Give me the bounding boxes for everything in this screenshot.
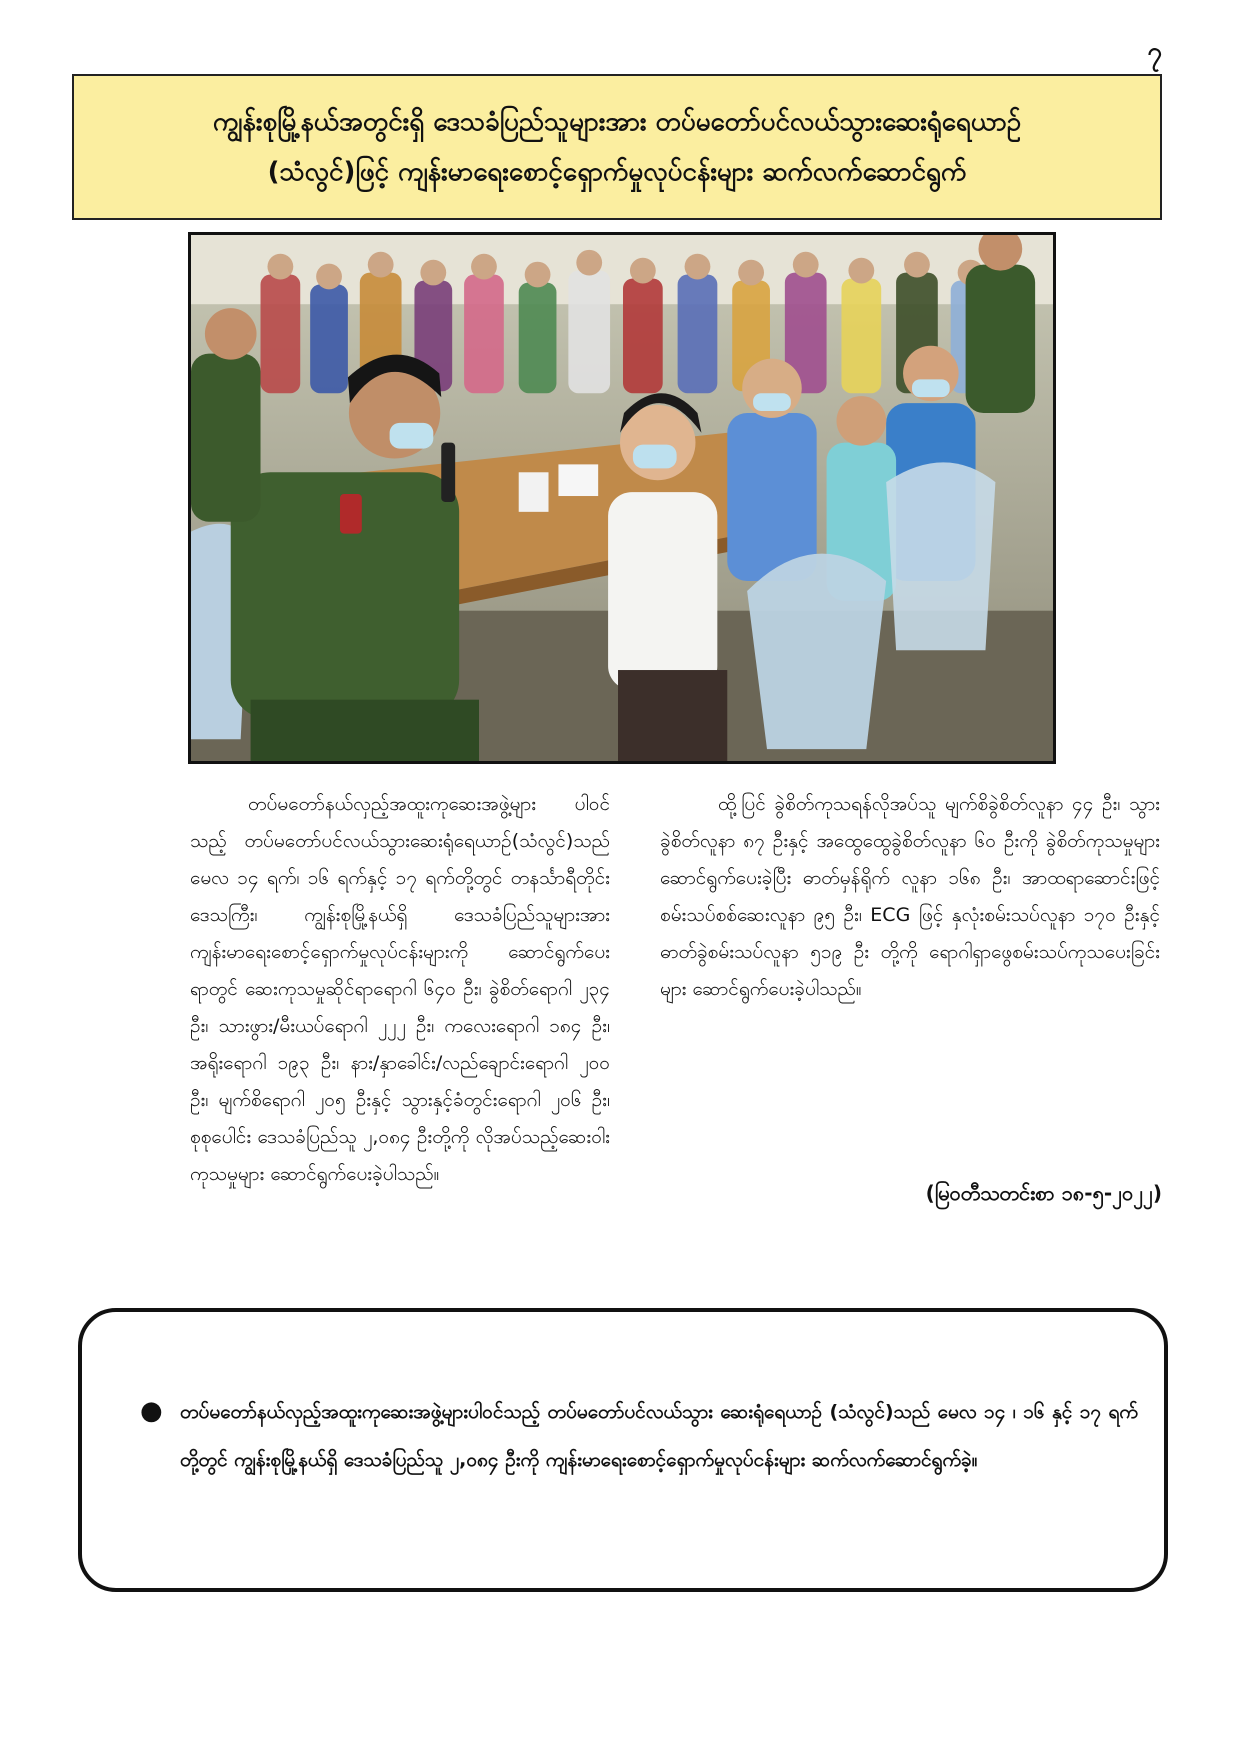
news-source: (မြဝတီသတင်းစာ ၁၈-၅-၂၀၂၂) — [925, 1181, 1162, 1205]
news-photo-illustration — [191, 235, 1053, 761]
bullet-icon: ● — [140, 1396, 163, 1426]
headline-box — [72, 74, 1162, 220]
article-paragraph-right: ထို့ပြင် ခွဲစိတ်ကုသရန်လိုအပ်သူ မျက်စိခွဲစိတ်လူနာ ၄၄ ဦး၊ သွားခွဲစိတ်လူနာ ၈၇ ဦးနှင့် အထွေထွေခွဲစိတ်လူနာ ၆၀ ဦးကို ခွဲစိတ်ကုသမှုများဆောင်ရွက်ပေးခဲ့ပြီး ဓာတ်မှန်ရိုက် လူနာ ၁၆၈ ဦး၊ အာထရာဆောင်းဖြင့် စမ်းသပ်စစ်ဆေးလူနာ ၉၅ ဦး၊ ECG ဖြင့် နှလုံးစမ်းသပ်လူနာ ၁၇၀ ဦးနှင့် ဓာတ်ခွဲစမ်းသပ်လူနာ ၅၁၉ ဦး တို့ကို ရောဂါရှာဖွေစမ်းသပ်ကုသပေးခြင်းများ ဆောင်ရွက်ပေးခဲ့ပါသည်။ — [660, 793, 1160, 1000]
headline-line-1: ကျွန်းစုမြို့နယ်အတွင်းရှိ ဒေသခံပြည်သူများအား တပ်မတော်ပင်လယ်သွားဆေးရုံရေယာဉ် — [212, 107, 1022, 137]
article-column-left — [190, 786, 610, 1193]
article-column-right — [660, 786, 1160, 1008]
page-number: ၇ — [1147, 37, 1162, 67]
headline-line-2: (သံလွင်)ဖြင့် ကျန်းမာရေးစောင့်ရှောက်မှုလုပ်ငန်းများ ဆက်လက်ဆောင်ရွက် — [267, 157, 967, 187]
article-paragraph-left: တပ်မတော်နယ်လှည့်အထူးကုဆေးအဖွဲ့များ ပါဝင်သည့် တပ်မတော်ပင်လယ်သွားဆေးရုံရေယာဉ်(သံလွင်)သည် မေလ ၁၄ ရက်၊ ၁၆ ရက်နှင့် ၁၇ ရက်တို့တွင် တနင်္သာရီတိုင်းဒေသကြီး၊ ကျွန်းစုမြို့နယ်ရှိ ဒေသခံပြည်သူများအား ကျန်းမာရေးစောင့်ရှောက်မှုလုပ်ငန်းများကို ဆောင်ရွက်ပေးရာတွင် ဆေးကုသမှုဆိုင်ရာရောဂါ ၆၄၀ ဦး၊ ခွဲစိတ်ရောဂါ ၂၃၄ ဦး၊ သားဖွား/မီးယပ်ရောဂါ ၂၂၂ ဦး၊ ကလေးရောဂါ ၁၈၄ ဦး၊ အရိုးရောဂါ ၁၉၃ ဦး၊ နား/နှာခေါင်း/လည်ချောင်းရောဂါ ၂၀၀ ဦး၊ မျက်စိရောဂါ ၂၀၅ ဦးနှင့် သွားနှင့်ခံတွင်းရောဂါ ၂၀၆ ဦး၊ စုစုပေါင်း ဒေသခံပြည်သူ ၂,၀၈၄ ဦးတို့ကို လိုအပ်သည့်ဆေးဝါးကုသမှုများ ဆောင်ရွက်ပေးခဲ့ပါသည်။ — [190, 793, 610, 1185]
summary-item — [140, 1388, 1138, 1484]
summary-text: တပ်မတော်နယ်လှည့်အထူးကုဆေးအဖွဲ့များပါဝင်သည့် တပ်မတော်ပင်လယ်သွား ဆေးရုံရေယာဉ် (သံလွင်)သည် မေလ ၁၄ ၊ ၁၆ နှင့် ၁၇ ရက်တို့တွင် ကျွန်းစုမြို့နယ်ရှိ ဒေသခံပြည်သူ ၂,၀၈၄ ဦးကို ကျန်းမာရေးစောင့်ရှောက်မှုလုပ်ငန်းများ ဆက်လက်ဆောင်ရွက်ခဲ့။ — [180, 1401, 1138, 1471]
news-photo — [188, 232, 1056, 764]
summary-box — [78, 1308, 1168, 1592]
